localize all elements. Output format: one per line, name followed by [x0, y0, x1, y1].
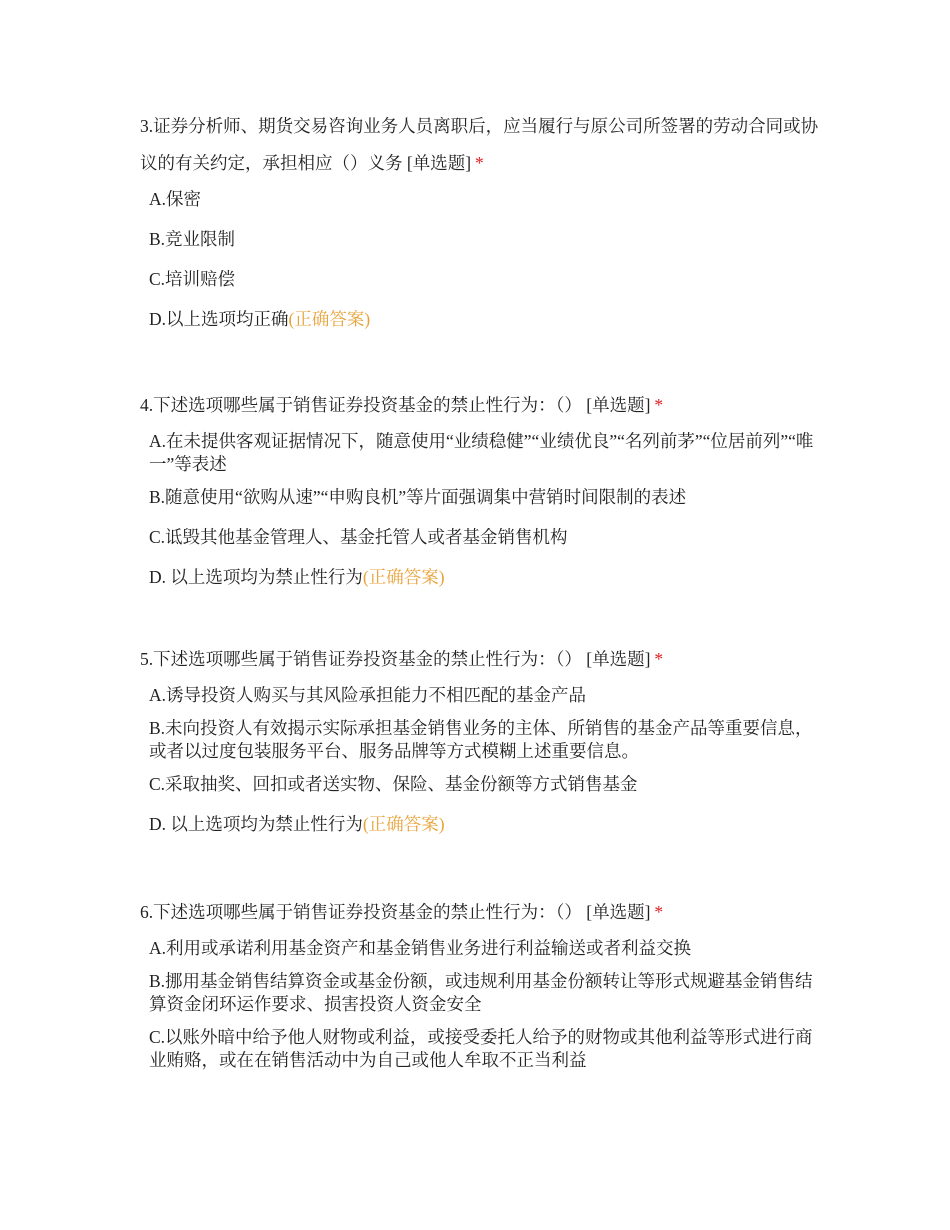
option-d[interactable]: [149, 566, 820, 589]
question-title: [140, 108, 820, 182]
option-list: [140, 684, 820, 836]
correct-answer-mark: (正确答案): [362, 567, 445, 587]
option-b[interactable]: [149, 486, 820, 509]
question-6: [140, 894, 820, 1089]
question-text: 4.下述选项哪些属于销售证券投资基金的禁止性行为：（） [单选题]: [140, 395, 651, 415]
option-label: B.竞业限制: [149, 229, 236, 249]
correct-answer-mark: (正确答案): [288, 309, 371, 329]
option-c[interactable]: [149, 268, 820, 291]
option-label: D. 以上选项均为禁止性行为: [149, 567, 363, 587]
option-label: D.以上选项均正确: [149, 309, 289, 329]
question-text: 6.下述选项哪些属于销售证券投资基金的禁止性行为：（） [单选题]: [140, 902, 651, 922]
option-label: C.培训赔偿: [149, 269, 236, 289]
option-b[interactable]: [149, 970, 820, 1016]
option-c[interactable]: [149, 1026, 820, 1072]
question-5: [140, 641, 820, 853]
option-d[interactable]: [149, 813, 820, 836]
option-a[interactable]: [149, 188, 820, 211]
question-title: [140, 894, 820, 931]
option-label: C.采取抽奖、回扣或者送实物、保险、基金份额等方式销售基金: [149, 774, 638, 794]
option-list: [140, 188, 820, 331]
option-c[interactable]: [149, 526, 820, 549]
option-c[interactable]: [149, 773, 820, 796]
question-4: [140, 387, 820, 606]
required-asterisk: *: [654, 649, 664, 669]
option-a[interactable]: [149, 430, 820, 476]
option-a[interactable]: [149, 937, 820, 960]
option-b[interactable]: [149, 228, 820, 251]
option-label: A.在未提供客观证据情况下，随意使用“业绩稳健”“业绩优良”“名列前茅”“位居前列”“唯一”等表述: [149, 431, 814, 474]
option-a[interactable]: [149, 684, 820, 707]
option-label: B.随意使用“欲购从速”“申购良机”等片面强调集中营销时间限制的表述: [149, 487, 687, 507]
option-b[interactable]: [149, 717, 820, 763]
option-list: [140, 430, 820, 589]
required-asterisk: *: [475, 153, 484, 173]
correct-answer-mark: (正确答案): [362, 814, 445, 834]
required-asterisk: *: [654, 395, 664, 415]
option-label: C.以账外暗中给予他人财物或利益，或接受委托人给予的财物或其他利益等形式进行商业贿赂，或在在销售活动中为自己或他人牟取不正当利益: [149, 1027, 813, 1070]
option-label: B.未向投资人有效揭示实际承担基金销售业务的主体、所销售的基金产品等重要信息，或者以过度包装服务平台、服务品牌等方式模糊上述重要信息。: [149, 718, 813, 761]
question-text: 5.下述选项哪些属于销售证券投资基金的禁止性行为：（） [单选题]: [140, 649, 651, 669]
option-label: A.诱导投资人购买与其风险承担能力不相匹配的基金产品: [149, 685, 587, 705]
option-label: A.保密: [149, 189, 202, 209]
option-label: C.诋毁其他基金管理人、基金托管人或者基金销售机构: [149, 527, 568, 547]
question-title: [140, 387, 820, 424]
required-asterisk: *: [654, 902, 664, 922]
option-list: [140, 937, 820, 1072]
question-3: [140, 108, 820, 348]
question-text: 3.证券分析师、期货交易咨询业务人员离职后，应当履行与原公司所签署的劳动合同或协议的有关约定，承担相应（）义务 [单选题]: [140, 116, 819, 173]
option-label: A.利用或承诺利用基金资产和基金销售业务进行利益输送或者利益交换: [149, 938, 692, 958]
option-label: B.挪用基金销售结算资金或基金份额，或违规利用基金份额转让等形式规避基金销售结算资金闭环运作要求、损害投资人资金安全: [149, 971, 813, 1014]
option-d[interactable]: [149, 308, 820, 331]
question-title: [140, 641, 820, 678]
option-label: D. 以上选项均为禁止性行为: [149, 814, 363, 834]
